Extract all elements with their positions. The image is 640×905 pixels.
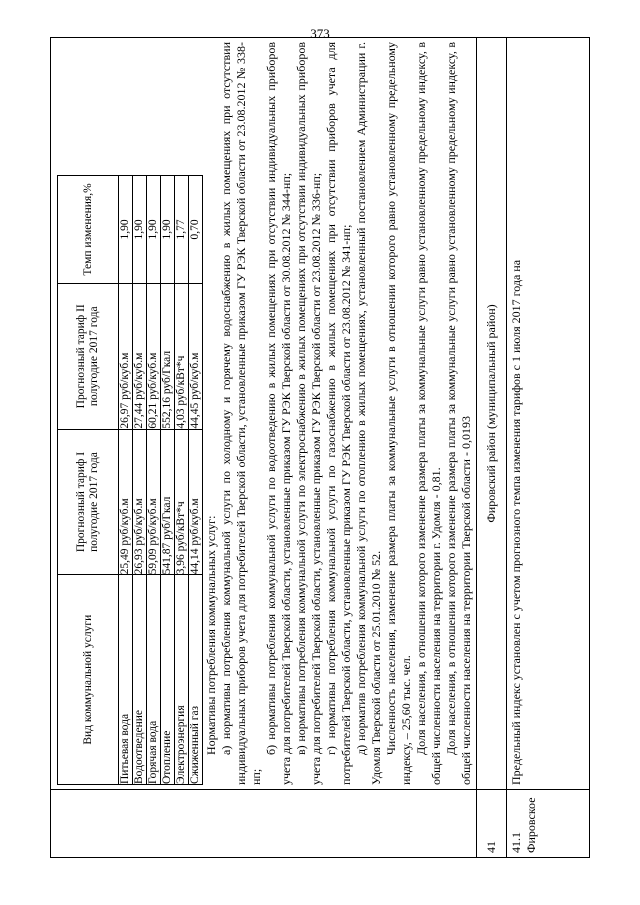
tariff-h1: 44,14 руб/куб.м [189,429,203,575]
service-name: Электроэнергия [175,575,189,785]
tariff-h2: 26,97 руб/куб.м [119,283,133,429]
district-number: 41 [477,790,507,858]
settlement-cell [507,790,590,858]
tariff-h2: 27,44 руб/куб.м [133,283,147,429]
service-name: Водоотведение [133,575,147,785]
previous-section-content [51,38,477,790]
table-row [133,176,147,785]
tariff-h2: 552,16 руб/Гкал [161,283,175,429]
service-name: Сжиженный газ [189,575,203,785]
tariff-h1: 26,93 руб/куб.м [133,429,147,575]
tariff-table [57,175,203,785]
tariff-table-header [58,176,119,785]
rotated-page-content [50,38,590,858]
table-row [189,176,203,785]
norms-item-g: г) нормативы потребления коммунальной услуги по газоснабжению в жилых помещениях при отсутствии приборов учета для потребителей Тверской области, установленные приказом ГУ РЭК Тверской области от 23.08.2012 № 341-нп; [324,42,353,785]
header-service-type: Вид коммунальной услуги [58,575,119,785]
service-name: Горячая вода [147,575,161,785]
settlement-number: 41.1 [509,832,523,853]
table-row [161,176,175,785]
tariff-h2: 4,03 руб/кВт*ч [175,283,189,429]
service-name: Отопление [161,575,175,785]
header-tariff-h2: Прогнозный тариф II полугодие 2017 года [58,283,119,429]
table-row [147,176,161,785]
change-rate: 1,90 [119,176,133,284]
norms-heading: Нормативы потребления коммунальных услуг: [204,515,218,755]
service-name: Питьевая вода [119,575,133,785]
population-count: Численность населения, изменение размера платы за коммунальные услуги в отношении которого равно установленному предельному индексу, – 25,60 тыс. чел. [384,42,413,785]
change-rate: 1,77 [175,176,189,284]
change-rate: 1,90 [161,176,175,284]
header-change-rate: Темп изменения,% [58,176,119,284]
tariff-h1: 59,09 руб/куб.м [147,429,161,575]
norms-item-b: б) нормативы потребления коммунальной услуги по водоотведению в жилых помещениях при отсутствии индивидуальных приборов учета для потребителей Тверской области, установленные приказом ГУ РЭК Тверской области от 30.08.2012 № 344-нп; [264,42,293,785]
norms-item-v: в) нормативы потребления коммунальной услуги по электроснабжению в жилых помещениях при отсутствии индивидуальных приборов учета для потребителей Тверской области, установленные приказом ГУ РЭК Тверской области от 23.08.2012 № 336-нп; [294,42,323,785]
settlement-name: Фировское [524,797,538,853]
settlement-row [507,38,590,858]
header-tariff-h1: Прогнозный тариф I полугодие 2017 года [58,429,119,575]
district-name: Фировский район (муниципальный район) [477,38,507,790]
district-row [477,38,507,858]
population-share-region: Доля населения, в отношении которого изменение размера платы за коммунальные услуги равно установленному предельному индексу, в общей численности населения на территории Тверской области - 0,0193 [444,42,473,785]
change-rate: 1,90 [147,176,161,284]
tariff-h1: 25,49 руб/куб.м [119,429,133,575]
table-row [119,176,133,785]
tariff-h1: 3,96 руб/кВт*ч [175,429,189,575]
table-row [175,176,189,785]
consumption-norms-text [203,38,476,789]
tariff-h2: 60,21 руб/куб.м [147,283,161,429]
tariff-h2: 44,45 руб/куб.м [189,283,203,429]
change-rate: 0,70 [189,176,203,284]
previous-section-row [51,38,477,858]
norms-item-d: д) норматив потребления коммунальной услуги по отоплению в жилых помещениях, установленный постановлением Администрации г. Удомля Тверской области от 25.01.2010 № 52. [354,42,383,785]
settlement-text: Предельный индекс установлен с учетом прогнозного темпа изменения тарифов с 1 июля 2017 года на [507,38,590,790]
previous-section-num-cell [51,790,477,858]
norms-item-a: а) нормативы потребления коммунальной услуги по холодному и горячему водоснабжению в жилых помещениях при отсутствии индивидуальных приборов учета для потребителей Тверской области, установленные приказом ГУ РЭК Тверской области от 23.08.2012 № 338-нп; [219,42,263,785]
change-rate: 1,90 [133,176,147,284]
outer-table [50,37,590,858]
page-number: 373 [310,26,330,41]
population-share-udomlya: Доля населения, в отношении которого изменение размера платы за коммунальные услуги равно установленному предельному индексу, в общей численности населения на территории г. Удомля - 0,81. [414,42,443,785]
tariff-h1: 541,87 руб/Гкал [161,429,175,575]
